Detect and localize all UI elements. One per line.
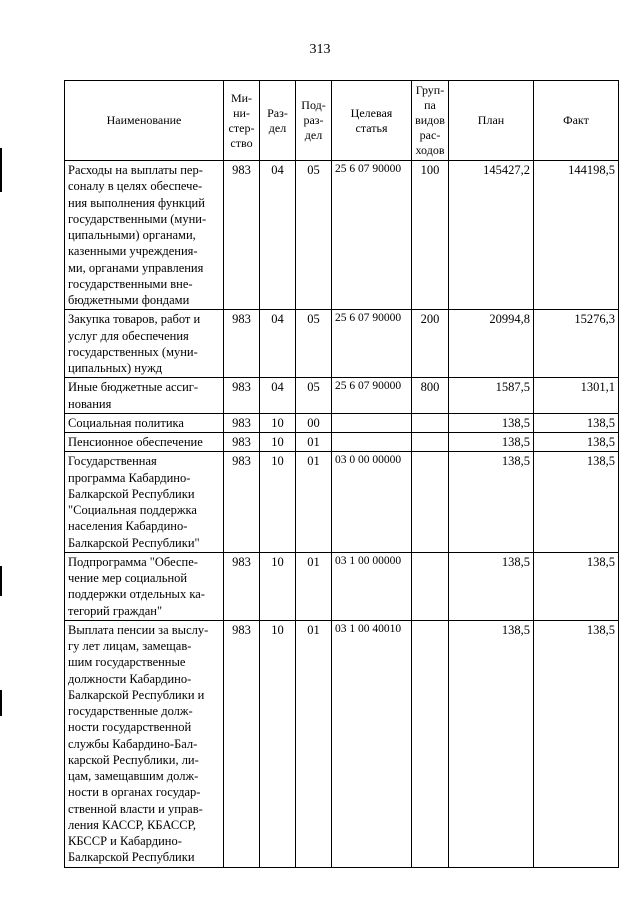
row-name: Пенсионное обеспечение bbox=[65, 433, 224, 452]
row-name: Социальная политика bbox=[65, 413, 224, 432]
table-row bbox=[65, 413, 619, 432]
row-target-item: 25 6 07 90000 bbox=[332, 161, 412, 310]
row-ministry: 983 bbox=[224, 433, 260, 452]
row-section: 10 bbox=[260, 620, 296, 867]
row-section: 04 bbox=[260, 310, 296, 378]
row-expense-group: 800 bbox=[412, 378, 449, 414]
row-name: Расходы на выплаты пер- соналу в целях обеспече- ния выполнения функций государственными (муни- ципальными) органами, казенными учреждения- ми, органами управления государственными вне- бюджетными фондами bbox=[65, 161, 224, 310]
row-fact: 144198,5 bbox=[534, 161, 619, 310]
row-subsection: 00 bbox=[296, 413, 332, 432]
row-subsection: 05 bbox=[296, 310, 332, 378]
table-row bbox=[65, 161, 619, 310]
row-section: 10 bbox=[260, 413, 296, 432]
row-section: 10 bbox=[260, 452, 296, 553]
row-ministry: 983 bbox=[224, 413, 260, 432]
row-plan: 20994,8 bbox=[449, 310, 534, 378]
header-target-item: Целевая статья bbox=[332, 81, 412, 161]
row-ministry: 983 bbox=[224, 161, 260, 310]
row-target-item: 03 1 00 40010 bbox=[332, 620, 412, 867]
row-expense-group bbox=[412, 552, 449, 620]
header-section: Раз- дел bbox=[260, 81, 296, 161]
row-name: Выплата пенсии за выслу- гу лет лицам, замещав- шим государственные должности Кабардино- Балкарской Республики и государственные долж- ности государственной службы Кабардино-Бал- карской Республики, ли- цам, замещавшим долж- ности в органах государ- ственной власти и управ- ления КАССР, КБАССР, КБССР и Кабардино- Балкарской Республики bbox=[65, 620, 224, 867]
row-fact: 138,5 bbox=[534, 413, 619, 432]
table-row bbox=[65, 552, 619, 620]
header-plan: План bbox=[449, 81, 534, 161]
row-fact: 1301,1 bbox=[534, 378, 619, 414]
row-ministry: 983 bbox=[224, 452, 260, 553]
table-row bbox=[65, 310, 619, 378]
row-fact: 138,5 bbox=[534, 433, 619, 452]
row-plan: 138,5 bbox=[449, 433, 534, 452]
header-ministry: Ми- ни- стер- ство bbox=[224, 81, 260, 161]
row-target-item bbox=[332, 433, 412, 452]
row-section: 10 bbox=[260, 552, 296, 620]
row-plan: 138,5 bbox=[449, 452, 534, 553]
row-subsection: 05 bbox=[296, 161, 332, 310]
row-plan: 1587,5 bbox=[449, 378, 534, 414]
row-fact: 138,5 bbox=[534, 620, 619, 867]
row-fact: 138,5 bbox=[534, 552, 619, 620]
row-target-item: 25 6 07 90000 bbox=[332, 310, 412, 378]
row-expense-group: 100 bbox=[412, 161, 449, 310]
row-subsection: 01 bbox=[296, 620, 332, 867]
row-subsection: 01 bbox=[296, 433, 332, 452]
row-subsection: 05 bbox=[296, 378, 332, 414]
row-expense-group: 200 bbox=[412, 310, 449, 378]
scan-edge-mark bbox=[0, 690, 2, 716]
row-plan: 145427,2 bbox=[449, 161, 534, 310]
table-row bbox=[65, 452, 619, 553]
header-name: Наименование bbox=[65, 81, 224, 161]
row-ministry: 983 bbox=[224, 552, 260, 620]
row-name: Подпрограмма "Обеспе- чение мер социальной поддержки отдельных ка- тегорий граждан" bbox=[65, 552, 224, 620]
row-target-item: 03 1 00 00000 bbox=[332, 552, 412, 620]
header-fact: Факт bbox=[534, 81, 619, 161]
scan-edge-mark bbox=[0, 148, 2, 192]
budget-table bbox=[64, 80, 619, 868]
row-expense-group bbox=[412, 452, 449, 553]
page-number: 313 bbox=[309, 42, 331, 57]
row-expense-group bbox=[412, 413, 449, 432]
row-fact: 15276,3 bbox=[534, 310, 619, 378]
table-row bbox=[65, 378, 619, 414]
header-expense-group: Груп- па видов рас- ходов bbox=[412, 81, 449, 161]
row-target-item: 03 0 00 00000 bbox=[332, 452, 412, 553]
row-name: Закупка товаров, работ и услуг для обеспечения государственных (муни- ципальных) нужд bbox=[65, 310, 224, 378]
header-subsection: Под- раз- дел bbox=[296, 81, 332, 161]
row-section: 10 bbox=[260, 433, 296, 452]
row-name: Государственная программа Кабардино- Балкарской Республики "Социальная поддержка населения Кабардино- Балкарской Республики" bbox=[65, 452, 224, 553]
header-row bbox=[65, 81, 619, 161]
row-plan: 138,5 bbox=[449, 620, 534, 867]
row-name: Иные бюджетные ассиг- нования bbox=[65, 378, 224, 414]
row-ministry: 983 bbox=[224, 620, 260, 867]
table-row bbox=[65, 433, 619, 452]
row-expense-group bbox=[412, 433, 449, 452]
row-target-item bbox=[332, 413, 412, 432]
row-fact: 138,5 bbox=[534, 452, 619, 553]
row-target-item: 25 6 07 90000 bbox=[332, 378, 412, 414]
row-expense-group bbox=[412, 620, 449, 867]
row-section: 04 bbox=[260, 378, 296, 414]
row-subsection: 01 bbox=[296, 552, 332, 620]
row-subsection: 01 bbox=[296, 452, 332, 553]
table-row bbox=[65, 620, 619, 867]
row-plan: 138,5 bbox=[449, 413, 534, 432]
row-plan: 138,5 bbox=[449, 552, 534, 620]
row-ministry: 983 bbox=[224, 310, 260, 378]
row-ministry: 983 bbox=[224, 378, 260, 414]
scan-edge-mark bbox=[0, 566, 2, 596]
row-section: 04 bbox=[260, 161, 296, 310]
